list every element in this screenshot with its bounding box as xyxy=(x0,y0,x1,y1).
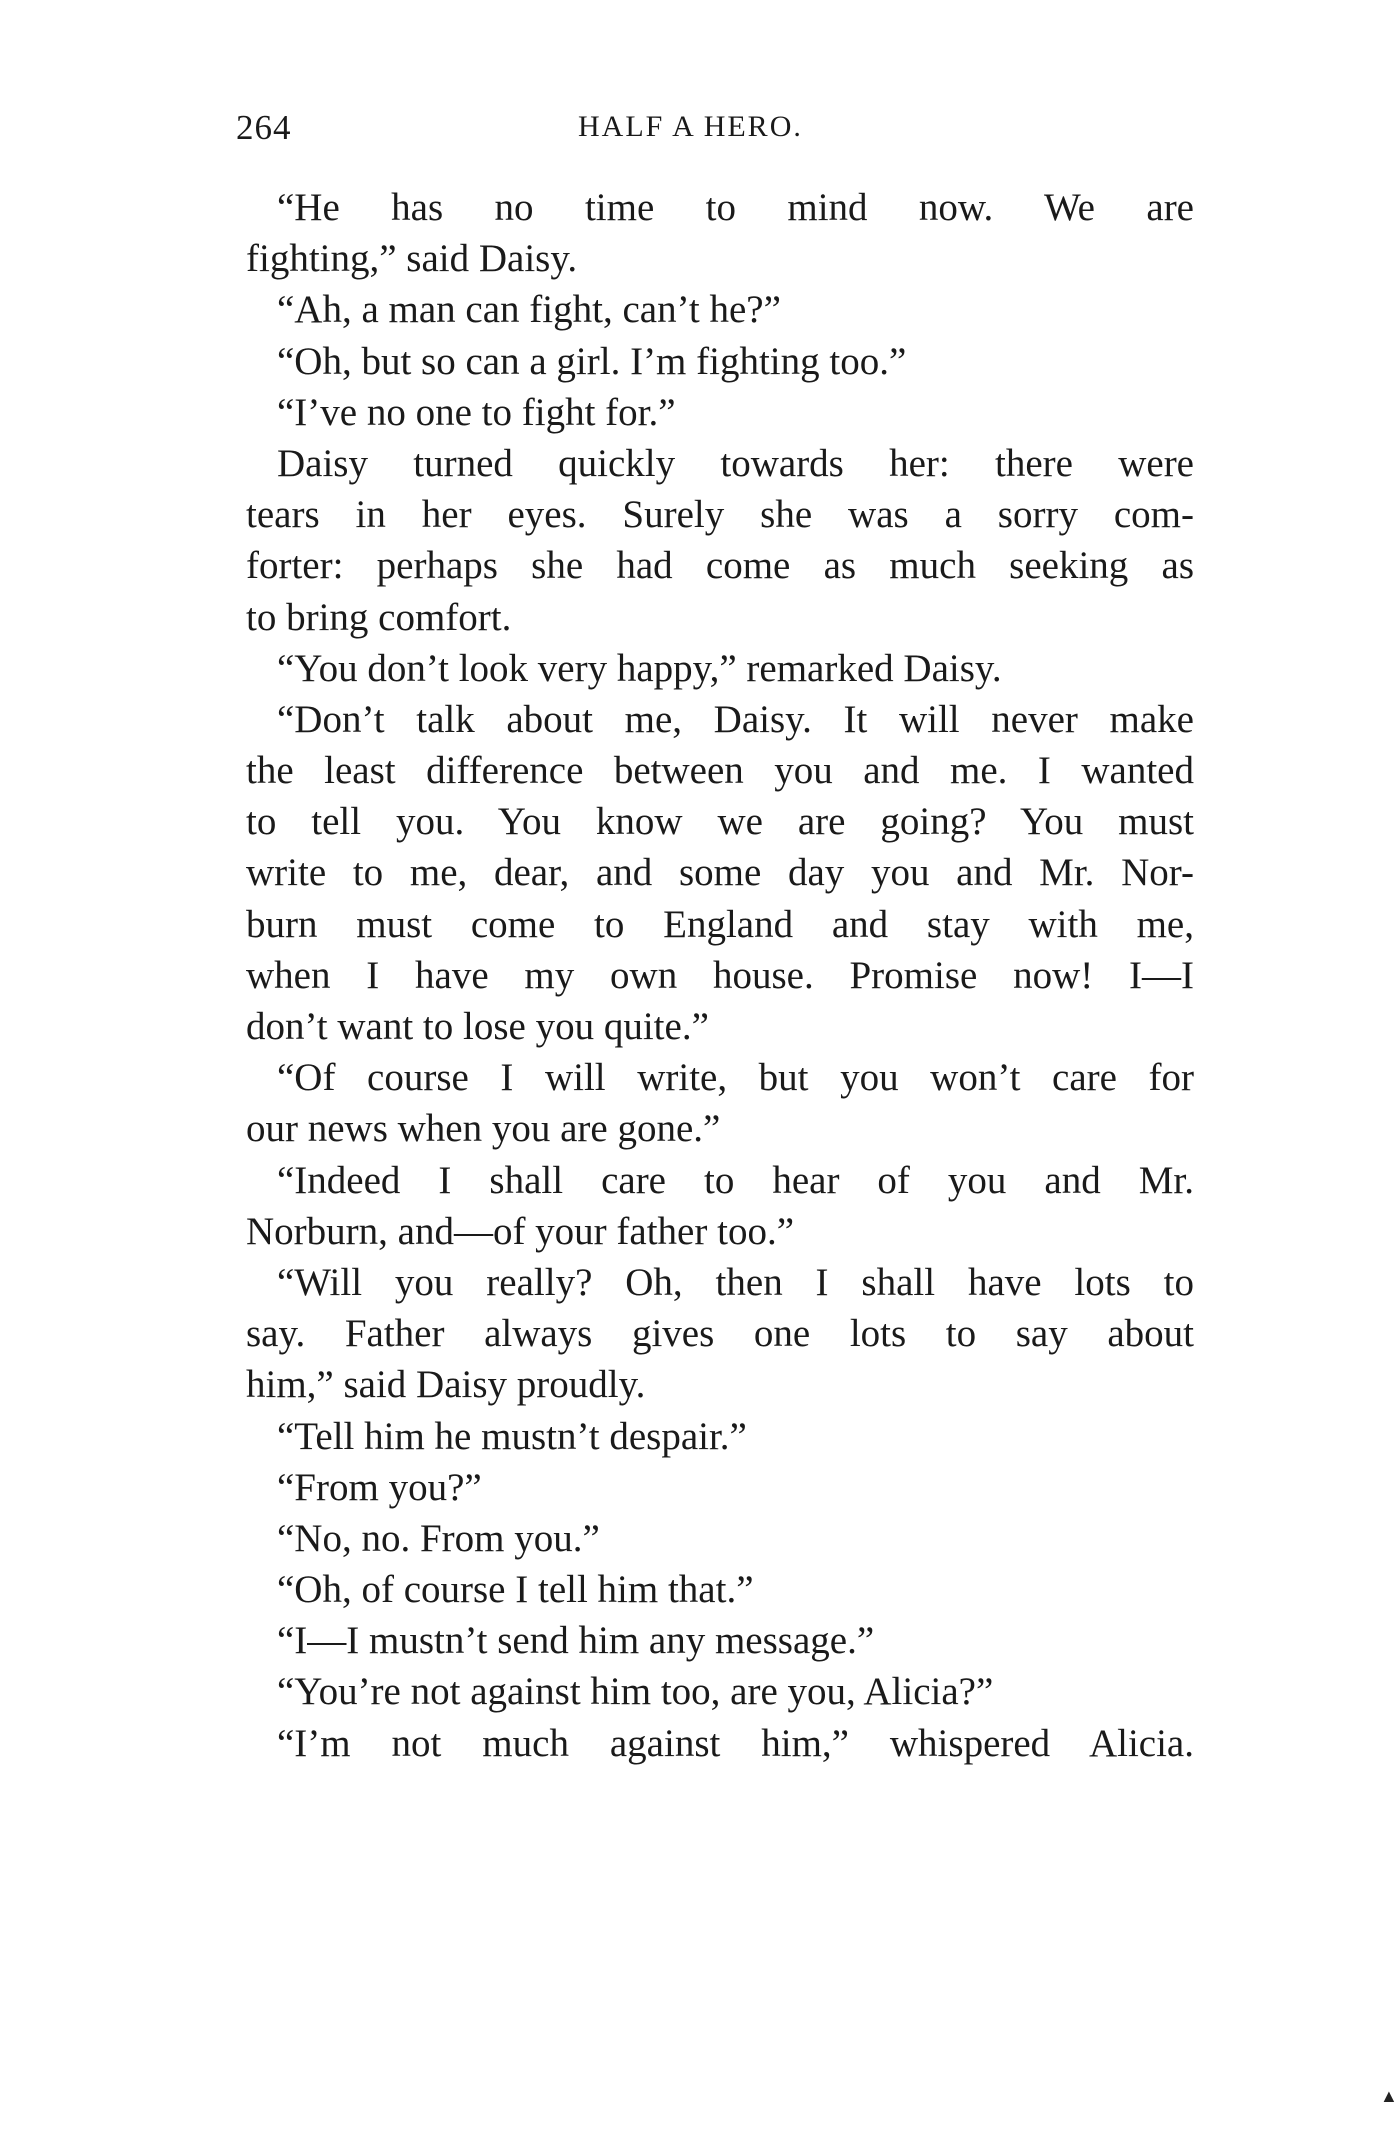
text-line: Daisy turned quickly towards her: there were xyxy=(277,441,1194,485)
text-line: write to me, dear, and some day you and Mr. Nor- xyxy=(246,851,1194,895)
text-line: “Tell him he mustn’t despair.” xyxy=(277,1414,747,1458)
text-line: “I’ve no one to fight for.” xyxy=(277,390,676,434)
text-line: “Indeed I shall care to hear of you and Mr. xyxy=(277,1158,1194,1202)
text-line: “He has no time to mind now. We are xyxy=(277,186,1194,229)
text-line: say. Father always gives one lots to say about xyxy=(246,1312,1194,1356)
page-number: 264 xyxy=(236,108,292,147)
text-line: “Don’t talk about me, Daisy. It will never make xyxy=(277,697,1194,741)
text-line: tears in her eyes. Surely she was a sorry com- xyxy=(246,493,1194,537)
text-line: “From you?” xyxy=(277,1465,482,1509)
text-line: burn must come to England and stay with me, xyxy=(246,902,1194,946)
text-line: “No, no. From you.” xyxy=(277,1516,600,1560)
text-line: fighting,” said Daisy. xyxy=(246,237,578,281)
text-line: “I—I mustn’t send him any message.” xyxy=(277,1619,875,1663)
text-line: “Will you really? Oh, then I shall have lots to xyxy=(277,1260,1194,1304)
text-line: “Of course I will write, but you won’t care for xyxy=(277,1056,1194,1100)
text-line: forter: perhaps she had come as much seeking as xyxy=(246,544,1194,588)
text-line: our news when you are gone.” xyxy=(246,1107,721,1151)
text-line: “Oh, of course I tell him that.” xyxy=(277,1568,754,1612)
text-line: Norburn, and—of your father too.” xyxy=(246,1209,794,1253)
corner-mark-icon: ▲ xyxy=(1380,2086,1398,2106)
text-line: “I’m not much against him,” whispered Alicia. xyxy=(277,1721,1194,1765)
text-line: don’t want to lose you quite.” xyxy=(246,1005,709,1048)
running-title: HALF A HERO. xyxy=(578,110,803,143)
text-line: “Oh, but so can a girl. I’m fighting too.” xyxy=(277,339,907,383)
text-line: “Ah, a man can fight, can’t he?” xyxy=(277,288,781,332)
text-line: him,” said Daisy proudly. xyxy=(246,1363,646,1407)
text-line: “You don’t look very happy,” remarked Daisy. xyxy=(277,646,1002,690)
text-line: to bring comfort. xyxy=(246,595,512,639)
page-header xyxy=(236,108,1206,158)
body-text xyxy=(246,182,1194,1769)
text-line: when I have my own house. Promise now! I—I xyxy=(246,953,1194,997)
text-line: “You’re not against him too, are you, Alicia?” xyxy=(277,1670,994,1714)
text-line: the least difference between you and me. I wanted xyxy=(246,749,1194,793)
text-line: to tell you. You know we are going? You must xyxy=(246,800,1194,844)
